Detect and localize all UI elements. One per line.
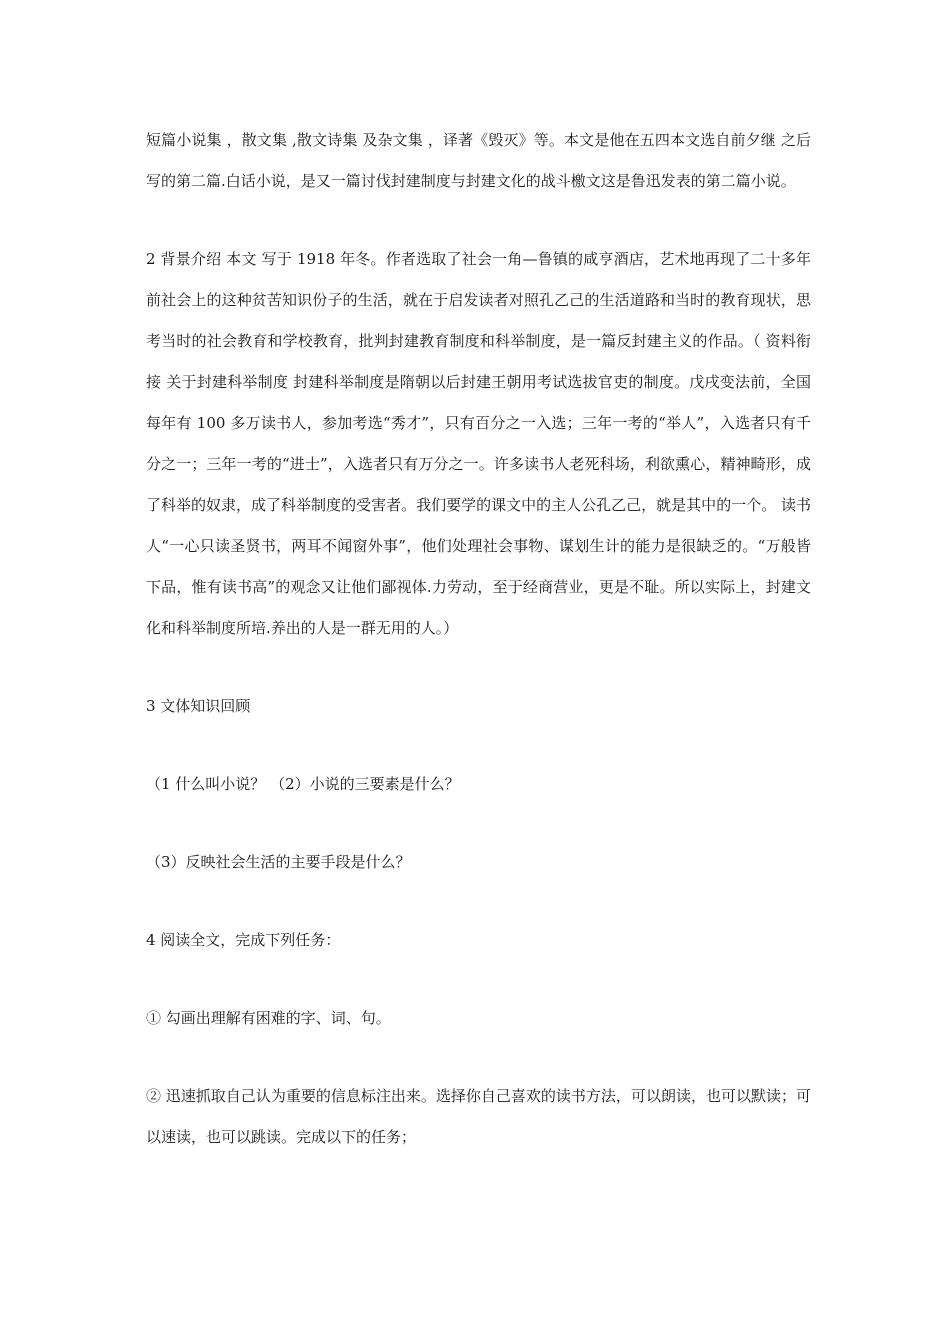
paragraph-background: 2 背景介绍 本文 写于 1918 年冬。作者选取了社会一角—鲁镇的咸亨酒店，艺术地再现了二十多年前社会上的这种贫苦知识份子的生活，就在于启发读者对照孔乙己的生活道路和当时的教育现状，思考当时的社会教育和学校教育，批判封建教育制度和科举制度，是一篇反封建主义的作品。（ 资料衔接 关于封建科举制度 封建科举制度是隋朝以后封建王朝用考试选拔官吏的制度。戊戌变法前，全国每年有 100 多万读书人，参加考选“秀才”，只有百分之一入选；三年一考的“举人”，入选者只有千分之一；三年一考的“进士”，入选者只有万分之一。许多读书人老死科场，利欲熏心，精神畸形，成了科举的奴隶，成了科举制度的受害者。我们要学的课文中的主人公孔乙己，就是其中的一个。 读书人“一心只读圣贤书，两耳不闻窗外事”，他们处理社会事物、谋划生计的能力是很缺乏的。“万般皆下品，惟有读书高”的观念又让他们鄙视体.力劳动，至于经商营业，更是不耻。所以实际上，封建文化和科举制度所培.养出的人是一群无用的人。） [146, 250, 811, 637]
heading-genre-review: 3 文体知识回顾 [146, 697, 251, 715]
task-item-1: ① 勾画出理解有困难的字、词、句。 [146, 1009, 391, 1027]
question-novel-definition: （1 什么叫小说？ （2）小说的三要素是什么？ [146, 775, 460, 793]
task-item-2: ② 迅速抓取自己认为重要的信息标注出来。选择你自己喜欢的读书方法，可以朗读，也可以默读；可以速读，也可以跳读。完成以下的任务； [146, 1087, 811, 1146]
document-body [146, 120, 811, 1158]
question-main-means: （3）反映社会生活的主要手段是什么？ [146, 853, 411, 871]
heading-reading-task: 4 阅读全文，完成下列任务： [146, 931, 341, 949]
paragraph-author-works: 短篇小说集 ，散文集 ,散文诗集 及杂文集 ，译著《毁灭》等。本文是他在五四本文选自前夕继 之后写的第二篇.白话小说，是又一篇讨伐封建制度与封建文化的战斗檄文这是鲁迅发表的第二篇小说。 [146, 131, 811, 190]
